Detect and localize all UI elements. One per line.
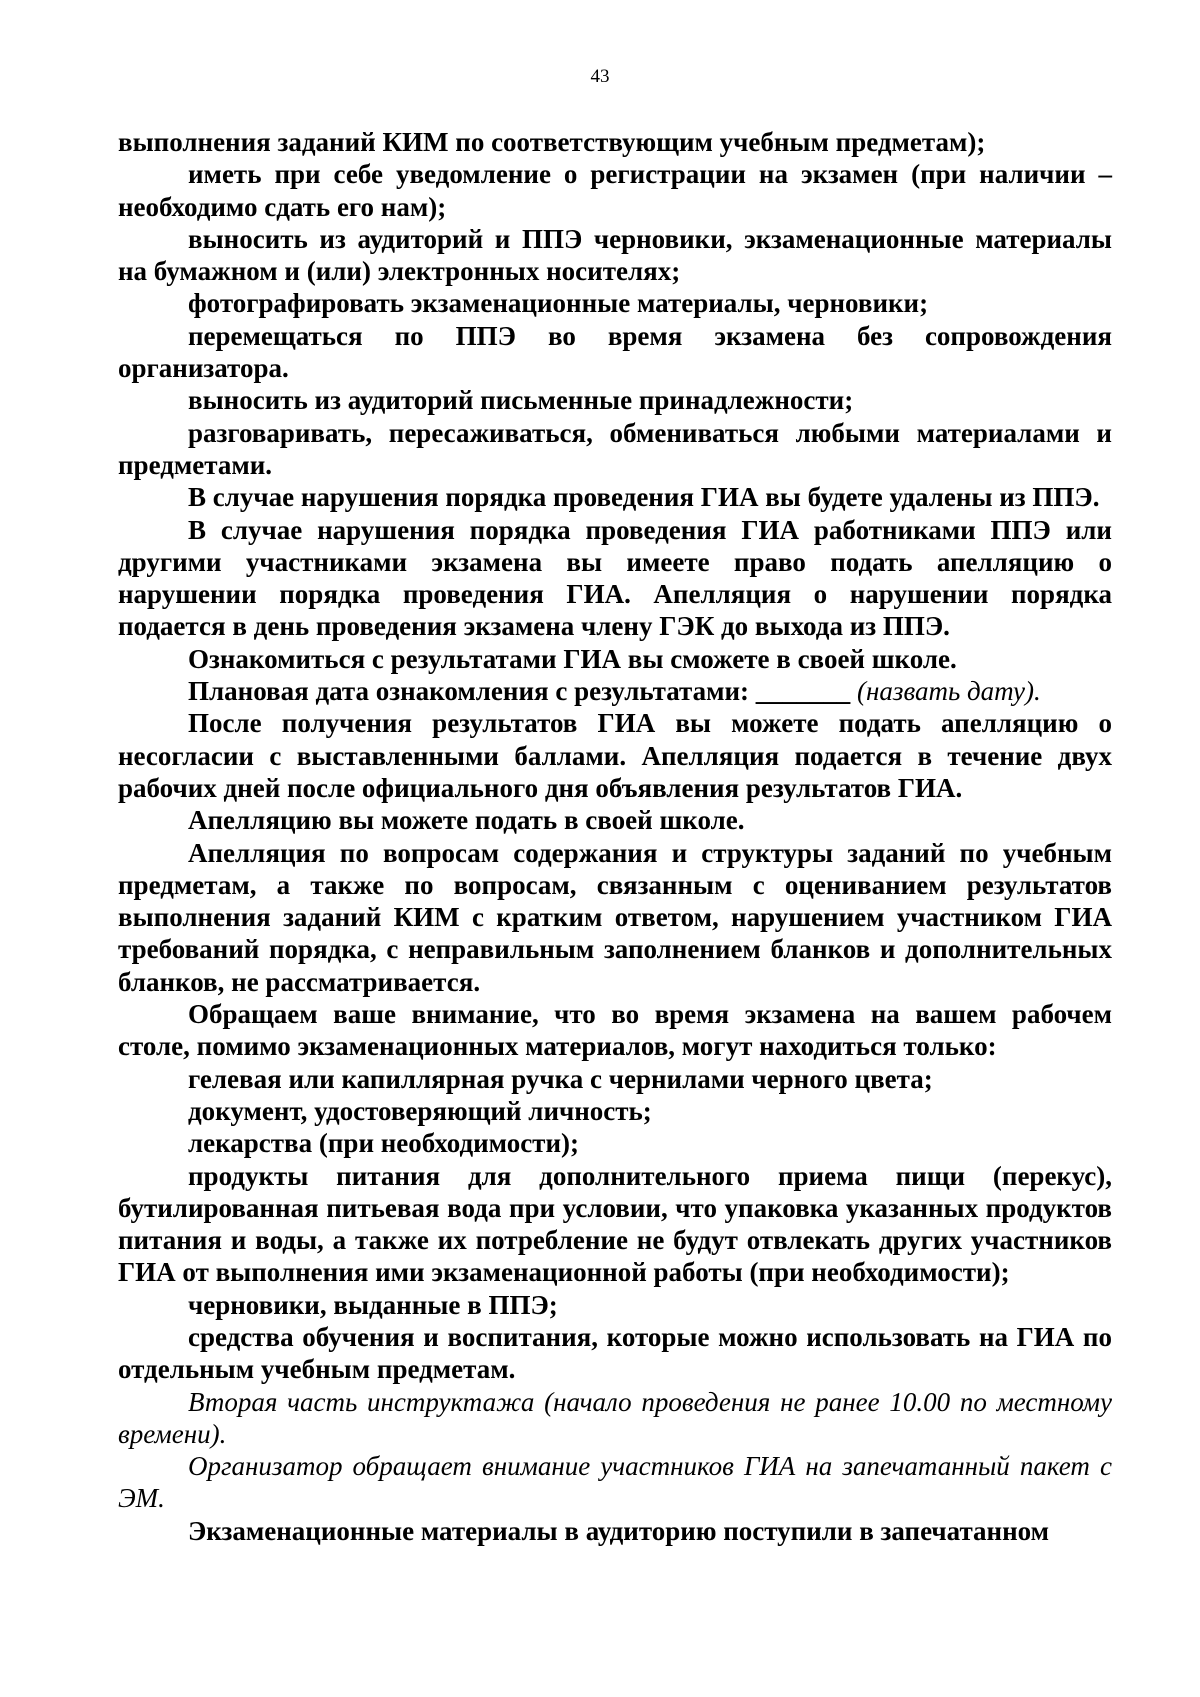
paragraph: иметь при себе уведомление о регистрации на экзамен (при наличии – необходимо сдать его нам); xyxy=(118,159,1112,222)
date-hint: (назвать дату). xyxy=(850,676,1041,707)
paragraph: перемещаться по ППЭ во время экзамена без сопровождения организатора. xyxy=(118,320,1112,384)
paragraph-italic: Организатор обращает внимание участников ГИА на запечатанный пакет с ЭМ. xyxy=(118,1451,1112,1514)
paragraph: средства обучения и воспитания, которые можно использовать на ГИА по отдельным учебным предметам. xyxy=(118,1321,1112,1385)
paragraph: фотографировать экзаменационные материалы, черновики; xyxy=(188,288,929,319)
paragraph: Обращаем ваше внимание, что во время экзамена на вашем рабочем столе, помимо экзаменационных материалов, могут находиться только: xyxy=(118,999,1112,1062)
paragraph: выполнения заданий КИМ по соответствующим учебным предметам); xyxy=(118,127,986,157)
paragraph: Апелляция по вопросам содержания и структуры заданий по учебным предметам, а также по вопросам, связанным с оцениванием результатов выполнения заданий КИМ с кратким ответом, нарушением участником ГИА требований порядка, с неправильным заполнением бланков и дополнительных бланков, не рассматривается. xyxy=(118,837,1112,997)
date-label: Плановая дата ознакомления с результатами: _______ xyxy=(188,676,851,707)
paragraph-italic: Вторая часть инструктажа (начало проведения не ранее 10.00 по местному времени). xyxy=(118,1386,1112,1449)
paragraph: разговаривать, пересаживаться, обмениваться любыми материалами и предметами. xyxy=(118,417,1112,480)
paragraph: Экзаменационные материалы в аудиторию поступили в запечатанном xyxy=(188,1515,1050,1546)
paragraph-date xyxy=(118,675,1112,707)
paragraph: Ознакомиться с результатами ГИА вы сможете в своей школе. xyxy=(188,643,957,674)
paragraph: В случае нарушения порядка проведения ГИА вы будете удалены из ППЭ. xyxy=(188,482,1100,513)
paragraph: выносить из аудиторий и ППЭ черновики, экзаменационные материалы на бумажном и (или) электронных носителях; xyxy=(118,223,1112,287)
paragraph: продукты питания для дополнительного приема пищи (перекус), бутилированная питьевая вода при условии, что упаковка указанных продуктов питания и воды, а также их потребление не будут отвлекать других участников ГИА от выполнения ими экзаменационной работы (при необходимости); xyxy=(118,1160,1112,1288)
paragraph: В случае нарушения порядка проведения ГИА работниками ППЭ или другими участниками экзамена вы имеете право подать апелляцию о нарушении порядка проведения ГИА. Апелляция о нарушении порядка подается в день проведения экзамена члену ГЭК до выхода из ППЭ. xyxy=(118,514,1112,642)
page-number: 43 xyxy=(590,66,610,87)
document-body xyxy=(118,126,1112,1547)
paragraph: выносить из аудиторий письменные принадлежности; xyxy=(188,385,854,416)
paragraph: черновики, выданные в ППЭ; xyxy=(188,1289,558,1320)
paragraph: После получения результатов ГИА вы можете подать апелляцию о несогласии с выставленными баллами. Апелляция подается в течение двух рабочих дней после официального дня объявления результатов ГИА. xyxy=(118,708,1112,803)
paragraph: документ, удостоверяющий личность; xyxy=(188,1095,652,1126)
paragraph: гелевая или капиллярная ручка с чернилами черного цвета; xyxy=(188,1063,933,1094)
paragraph: лекарства (при необходимости); xyxy=(188,1128,579,1159)
paragraph: Апелляцию вы можете подать в своей школе. xyxy=(188,805,745,836)
